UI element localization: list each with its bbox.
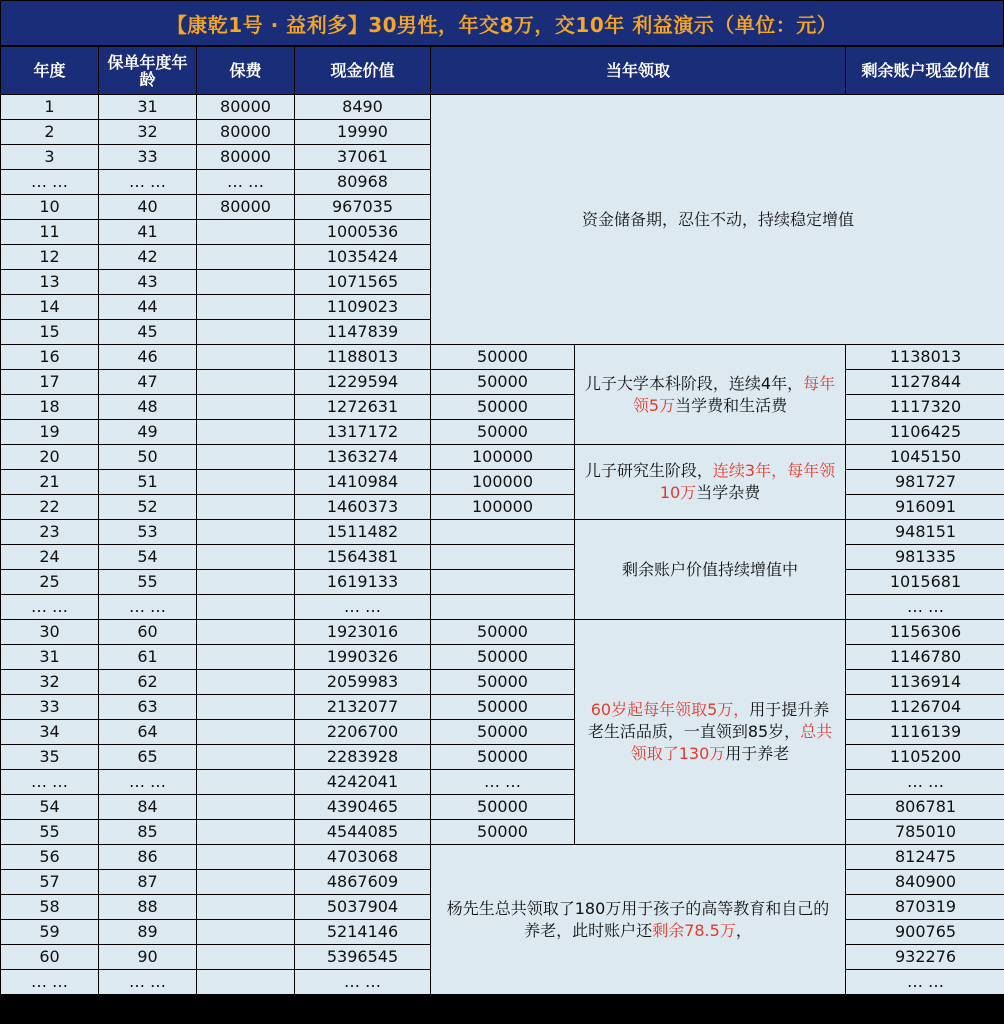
cell-age: 50 <box>99 445 196 469</box>
cell-premium <box>197 295 294 319</box>
cell-age: … … <box>99 595 196 619</box>
cell-cash-value: 4544085 <box>295 820 430 844</box>
cell-premium: … … <box>197 170 294 194</box>
cell-age: … … <box>99 970 196 994</box>
cell-cash-value: 1990326 <box>295 645 430 669</box>
cell-year: 13 <box>1 270 98 294</box>
table-row <box>1 495 1004 519</box>
cell-year: 24 <box>1 545 98 569</box>
cell-payout: 50000 <box>431 370 574 394</box>
note-text: 剩余账户价值持续增值中 <box>622 559 799 579</box>
cell-payout <box>431 545 574 569</box>
cell-age: 86 <box>99 845 196 869</box>
cell-remaining: … … <box>846 770 1004 794</box>
cell-age: 65 <box>99 745 196 769</box>
header-age <box>99 47 196 94</box>
cell-cash-value: 19990 <box>295 120 430 144</box>
cell-premium <box>197 245 294 269</box>
cell-remaining: 1127844 <box>846 370 1004 394</box>
cell-payout: 50000 <box>431 670 574 694</box>
cell-premium <box>197 345 294 369</box>
cell-year: 60 <box>1 945 98 969</box>
cell-cash-value: 1000536 <box>295 220 430 244</box>
cell-remaining: 916091 <box>846 495 1004 519</box>
cell-cash-value: 1272631 <box>295 395 430 419</box>
cell-remaining: 812475 <box>846 845 1004 869</box>
cell-year: 59 <box>1 920 98 944</box>
cell-remaining: 1045150 <box>846 445 1004 469</box>
cell-remaining: 870319 <box>846 895 1004 919</box>
cell-cash-value: 1460373 <box>295 495 430 519</box>
header-row <box>1 47 1004 94</box>
cell-cash-value: 1363274 <box>295 445 430 469</box>
cell-remaining: 1138013 <box>846 345 1004 369</box>
cell-year: … … <box>1 970 98 994</box>
cell-premium <box>197 220 294 244</box>
cell-age: 43 <box>99 270 196 294</box>
cell-premium <box>197 895 294 919</box>
note-reserve_period <box>431 95 1004 344</box>
table-row <box>1 770 1004 794</box>
note-retirement <box>575 620 845 844</box>
note-growing <box>575 520 845 619</box>
table-row <box>1 570 1004 594</box>
cell-remaining: 1156306 <box>846 620 1004 644</box>
header-remaining: 剩余账户现金价值 <box>846 47 1004 94</box>
cell-year: 56 <box>1 845 98 869</box>
cell-premium <box>197 545 294 569</box>
cell-cash-value: 1511482 <box>295 520 430 544</box>
cell-payout <box>431 570 574 594</box>
cell-premium <box>197 270 294 294</box>
cell-age: 46 <box>99 345 196 369</box>
cell-age: 51 <box>99 470 196 494</box>
cell-year: 31 <box>1 645 98 669</box>
cell-year: 1 <box>1 95 98 119</box>
cell-year: 2 <box>1 120 98 144</box>
cell-cash-value: 4242041 <box>295 770 430 794</box>
cell-remaining: 981335 <box>846 545 1004 569</box>
cell-year: 55 <box>1 820 98 844</box>
table-row <box>1 595 1004 619</box>
note-text: 儿子研究生阶段， <box>584 461 713 480</box>
table-row <box>1 545 1004 569</box>
table-row <box>1 420 1004 444</box>
table-row <box>1 445 1004 469</box>
cell-premium <box>197 795 294 819</box>
cell-premium <box>197 620 294 644</box>
cell-remaining: 1117320 <box>846 395 1004 419</box>
cell-premium <box>197 670 294 694</box>
cell-year: 15 <box>1 320 98 344</box>
cell-premium <box>197 570 294 594</box>
cell-payout: 50000 <box>431 795 574 819</box>
cell-premium <box>197 745 294 769</box>
cell-cash-value: 2059983 <box>295 670 430 694</box>
note-text: 用于养老 <box>725 744 790 763</box>
cell-premium <box>197 420 294 444</box>
cell-remaining: 1015681 <box>846 570 1004 594</box>
cell-age: 90 <box>99 945 196 969</box>
table-row <box>1 745 1004 769</box>
cell-year: 35 <box>1 745 98 769</box>
note-text: 连续3年，每年领10万 <box>659 461 836 502</box>
header-year: 年度 <box>1 47 98 94</box>
cell-payout: 50000 <box>431 745 574 769</box>
cell-cash-value: 4390465 <box>295 795 430 819</box>
note-text: 用于提升养老生活品质，一直领到85岁， <box>587 700 830 741</box>
cell-year: 58 <box>1 895 98 919</box>
cell-remaining: … … <box>846 595 1004 619</box>
cell-year: 10 <box>1 195 98 219</box>
cell-age: … … <box>99 770 196 794</box>
cell-age: 47 <box>99 370 196 394</box>
cell-premium <box>197 695 294 719</box>
cell-cash-value: 1410984 <box>295 470 430 494</box>
cell-remaining: 1146780 <box>846 645 1004 669</box>
cell-payout: 50000 <box>431 395 574 419</box>
cell-premium <box>197 920 294 944</box>
cell-age: 88 <box>99 895 196 919</box>
table-row <box>1 620 1004 644</box>
cell-age: 33 <box>99 145 196 169</box>
cell-cash-value: 8490 <box>295 95 430 119</box>
note-graduate <box>575 445 845 519</box>
cell-premium <box>197 720 294 744</box>
note-text: 儿子大学本科阶段，连续4年， <box>584 373 804 393</box>
cell-remaining: 785010 <box>846 820 1004 844</box>
cell-age: 52 <box>99 495 196 519</box>
cell-premium <box>197 870 294 894</box>
cell-cash-value: 37061 <box>295 145 430 169</box>
cell-age: 54 <box>99 545 196 569</box>
note-summary <box>431 845 845 994</box>
cell-remaining: 948151 <box>846 520 1004 544</box>
cell-cash-value: 1109023 <box>295 295 430 319</box>
note-text: 当学杂费 <box>696 483 761 502</box>
cell-cash-value: 4703068 <box>295 845 430 869</box>
cell-cash-value: 1923016 <box>295 620 430 644</box>
cell-age: 44 <box>99 295 196 319</box>
cell-premium <box>197 770 294 794</box>
cell-year: 57 <box>1 870 98 894</box>
note-text: 总共领取了130万 <box>630 722 833 763</box>
cell-premium <box>197 520 294 544</box>
cell-remaining: 1136914 <box>846 670 1004 694</box>
cell-remaining: 1106425 <box>846 420 1004 444</box>
note-undergrad <box>575 345 845 444</box>
header-premium: 保费 <box>197 47 294 94</box>
table-row <box>1 670 1004 694</box>
cell-cash-value: 1147839 <box>295 320 430 344</box>
cell-premium <box>197 645 294 669</box>
cell-cash-value: 4867609 <box>295 870 430 894</box>
cell-remaining: … … <box>846 970 1004 994</box>
cell-year: … … <box>1 595 98 619</box>
header-age-label: 保单年度年龄 <box>107 52 188 89</box>
cell-year: 19 <box>1 420 98 444</box>
cell-cash-value: … … <box>295 595 430 619</box>
cell-age: 61 <box>99 645 196 669</box>
cell-payout: 100000 <box>431 470 574 494</box>
cell-age: 53 <box>99 520 196 544</box>
note-text: 剩余78.5万 <box>652 920 736 940</box>
cell-payout: 50000 <box>431 720 574 744</box>
cell-payout: 50000 <box>431 645 574 669</box>
cell-premium <box>197 445 294 469</box>
table-row <box>1 695 1004 719</box>
cell-cash-value: 1564381 <box>295 545 430 569</box>
cell-cash-value: 2283928 <box>295 745 430 769</box>
cell-year: 14 <box>1 295 98 319</box>
cell-year: … … <box>1 170 98 194</box>
cell-age: 32 <box>99 120 196 144</box>
cell-age: 55 <box>99 570 196 594</box>
cell-payout: 100000 <box>431 445 574 469</box>
table-row <box>1 345 1004 369</box>
cell-year: 18 <box>1 395 98 419</box>
cell-age: 49 <box>99 420 196 444</box>
cell-year: 20 <box>1 445 98 469</box>
cell-premium <box>197 395 294 419</box>
note-text: 杨先生总共领取了180万用于孩子的高等教育和自己的养老，此时账户还 <box>446 898 830 940</box>
cell-cash-value: 967035 <box>295 195 430 219</box>
cell-premium: 80000 <box>197 120 294 144</box>
table-title: 【康乾1号 · 益利多】30男性，年交8万，交10年 利益演示（单位：元） <box>1 1 1003 45</box>
cell-cash-value: … … <box>295 970 430 994</box>
cell-year: 21 <box>1 470 98 494</box>
note-text: ， <box>735 920 752 940</box>
cell-payout <box>431 595 574 619</box>
cell-payout: 50000 <box>431 820 574 844</box>
table-row <box>1 470 1004 494</box>
cell-age: 89 <box>99 920 196 944</box>
cell-payout: 50000 <box>431 695 574 719</box>
table-row <box>1 95 1004 119</box>
cell-year: … … <box>1 770 98 794</box>
table-row <box>1 795 1004 819</box>
cell-year: 34 <box>1 720 98 744</box>
cell-age: 84 <box>99 795 196 819</box>
cell-remaining: 840900 <box>846 870 1004 894</box>
cell-age: 40 <box>99 195 196 219</box>
cell-remaining: 1116139 <box>846 720 1004 744</box>
cell-payout: … … <box>431 770 574 794</box>
table-row <box>1 845 1004 869</box>
cell-year: 25 <box>1 570 98 594</box>
cell-age: 63 <box>99 695 196 719</box>
cell-premium <box>197 495 294 519</box>
cell-age: 87 <box>99 870 196 894</box>
header-payout: 当年领取 <box>431 47 845 94</box>
cell-cash-value: 1035424 <box>295 245 430 269</box>
cell-premium: 80000 <box>197 95 294 119</box>
table-row <box>1 370 1004 394</box>
cell-year: 17 <box>1 370 98 394</box>
cell-premium: 80000 <box>197 145 294 169</box>
benefit-table <box>0 46 1004 995</box>
cell-payout <box>431 520 574 544</box>
cell-cash-value: 5037904 <box>295 895 430 919</box>
cell-age: 45 <box>99 320 196 344</box>
cell-premium <box>197 595 294 619</box>
cell-age: 60 <box>99 620 196 644</box>
cell-age: 48 <box>99 395 196 419</box>
header-cash-value: 现金价值 <box>295 47 430 94</box>
table-row <box>1 720 1004 744</box>
cell-remaining: 806781 <box>846 795 1004 819</box>
note-text: 60岁起每年领取5万， <box>590 700 750 719</box>
cell-age: 85 <box>99 820 196 844</box>
table-row <box>1 820 1004 844</box>
cell-cash-value: 5396545 <box>295 945 430 969</box>
cell-premium <box>197 470 294 494</box>
cell-age: 62 <box>99 670 196 694</box>
cell-premium <box>197 970 294 994</box>
cell-remaining: 981727 <box>846 470 1004 494</box>
cell-year: 16 <box>1 345 98 369</box>
cell-payout: 100000 <box>431 495 574 519</box>
cell-cash-value: 80968 <box>295 170 430 194</box>
cell-premium: 80000 <box>197 195 294 219</box>
cell-remaining: 900765 <box>846 920 1004 944</box>
cell-cash-value: 1071565 <box>295 270 430 294</box>
cell-remaining: 1105200 <box>846 745 1004 769</box>
cell-remaining: 1126704 <box>846 695 1004 719</box>
cell-premium <box>197 845 294 869</box>
cell-cash-value: 1619133 <box>295 570 430 594</box>
cell-year: 32 <box>1 670 98 694</box>
cell-payout: 50000 <box>431 420 574 444</box>
cell-year: 3 <box>1 145 98 169</box>
cell-cash-value: 2132077 <box>295 695 430 719</box>
cell-year: 33 <box>1 695 98 719</box>
cell-age: … … <box>99 170 196 194</box>
cell-age: 31 <box>99 95 196 119</box>
table-row <box>1 520 1004 544</box>
cell-year: 11 <box>1 220 98 244</box>
cell-year: 23 <box>1 520 98 544</box>
cell-payout: 50000 <box>431 345 574 369</box>
cell-age: 64 <box>99 720 196 744</box>
table-row <box>1 395 1004 419</box>
cell-premium <box>197 945 294 969</box>
cell-payout: 50000 <box>431 620 574 644</box>
cell-year: 30 <box>1 620 98 644</box>
cell-year: 22 <box>1 495 98 519</box>
note-text: 资金储备期，忍住不动，持续稳定增值 <box>582 209 855 229</box>
cell-remaining: 932276 <box>846 945 1004 969</box>
cell-premium <box>197 320 294 344</box>
cell-year: 12 <box>1 245 98 269</box>
cell-cash-value: 1188013 <box>295 345 430 369</box>
cell-age: 42 <box>99 245 196 269</box>
cell-cash-value: 1317172 <box>295 420 430 444</box>
cell-cash-value: 2206700 <box>295 720 430 744</box>
note-text: 每年领5万 <box>632 373 836 415</box>
table-row <box>1 645 1004 669</box>
note-text: 当学费和生活费 <box>675 395 788 415</box>
cell-premium <box>197 370 294 394</box>
cell-cash-value: 1229594 <box>295 370 430 394</box>
cell-year: 54 <box>1 795 98 819</box>
cell-cash-value: 5214146 <box>295 920 430 944</box>
cell-age: 41 <box>99 220 196 244</box>
cell-premium <box>197 820 294 844</box>
